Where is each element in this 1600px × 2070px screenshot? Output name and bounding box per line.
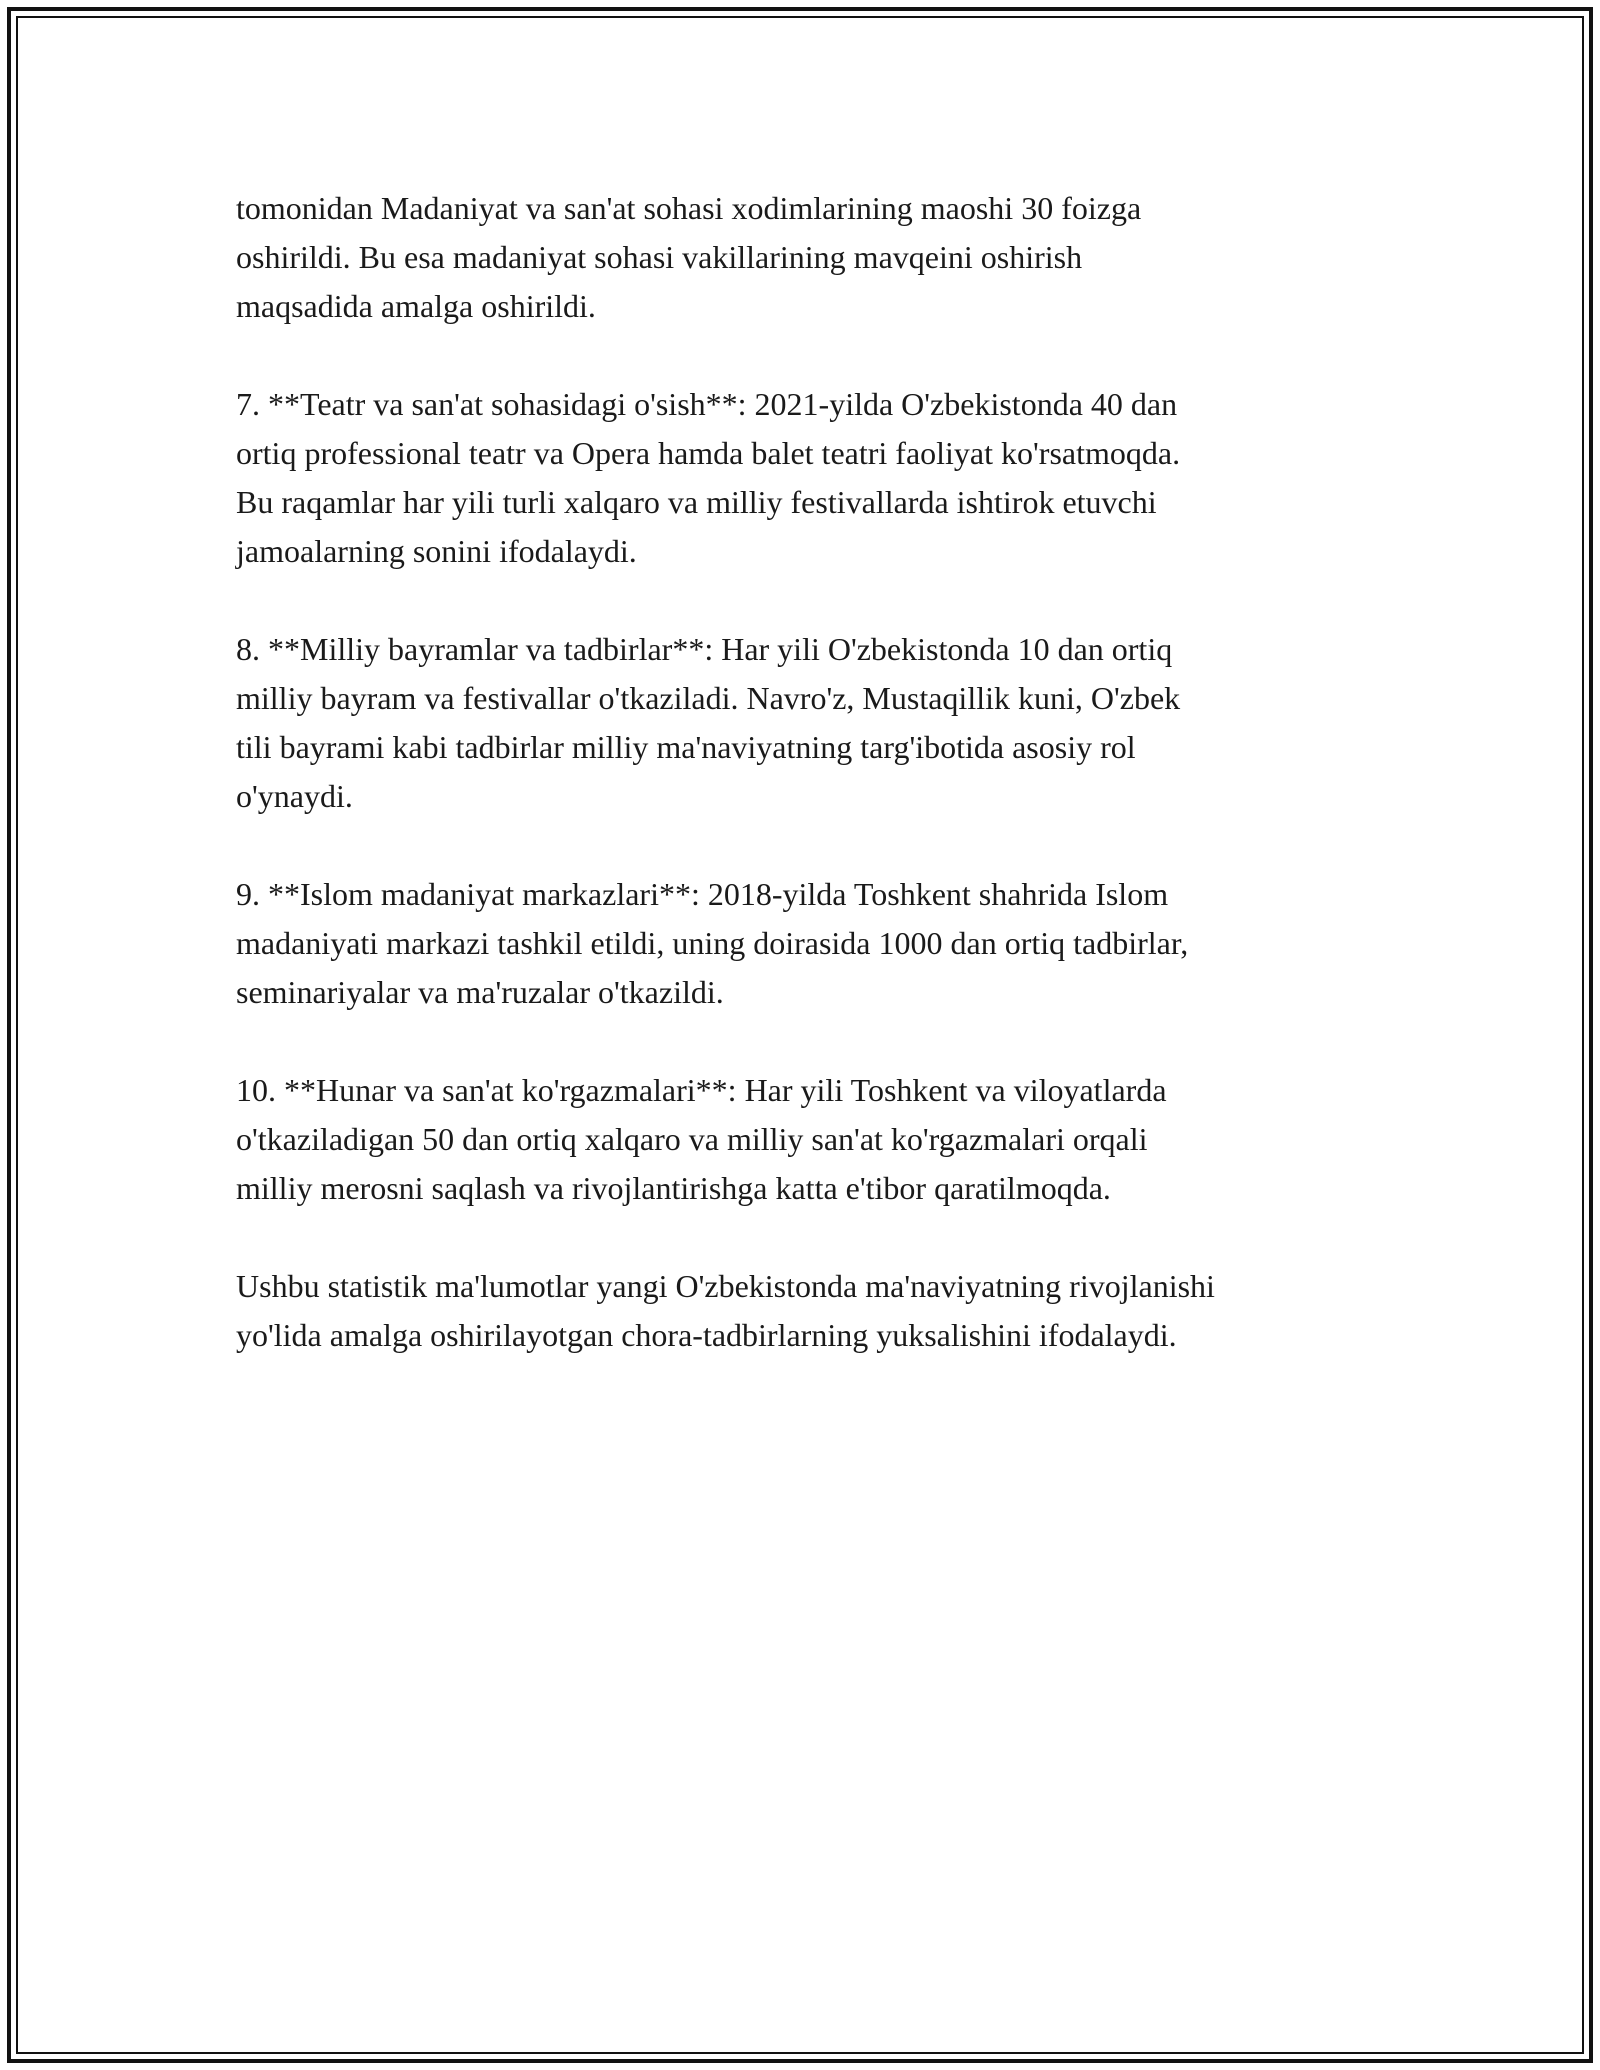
paragraph-item-8-holidays bbox=[236, 625, 1366, 821]
text-line: milliy merosni saqlash va rivojlantirishga katta e'tibor qaratilmoqda. bbox=[236, 1170, 1111, 1206]
text-line: tomonidan Madaniyat va san'at sohasi xodimlarining maoshi 30 foizga bbox=[236, 190, 1142, 226]
paragraph-item-9-islamic-centers bbox=[236, 870, 1366, 1017]
text-line: seminariyalar va ma'ruzalar o'tkazildi. bbox=[236, 974, 724, 1010]
text-line: 7. **Teatr va san'at sohasidagi o'sish**: 2021-yilda O'zbekistonda 40 dan bbox=[236, 386, 1178, 422]
document-body bbox=[236, 184, 1366, 1409]
text-line: 9. **Islom madaniyat markazlari**: 2018-yilda Toshkent shahrida Islom bbox=[236, 876, 1169, 912]
text-line: madaniyati markazi tashkil etildi, uning doirasida 1000 dan ortiq tadbirlar, bbox=[236, 925, 1189, 961]
text-line: o'ynaydi. bbox=[236, 778, 353, 814]
text-line: jamoalarning sonini ifodalaydi. bbox=[236, 533, 637, 569]
paragraph-item-7-theatre bbox=[236, 380, 1366, 576]
text-line: oshirildi. Bu esa madaniyat sohasi vakillarining mavqeini oshirish bbox=[236, 239, 1083, 275]
paragraph-conclusion bbox=[236, 1262, 1366, 1360]
text-line: milliy bayram va festivallar o'tkaziladi. Navro'z, Mustaqillik kuni, O'zbek bbox=[236, 680, 1181, 716]
paragraph-salary-increase bbox=[236, 184, 1366, 331]
paragraph-item-10-exhibitions bbox=[236, 1066, 1366, 1213]
text-line: maqsadida amalga oshirildi. bbox=[236, 288, 596, 324]
text-line: ortiq professional teatr va Opera hamda balet teatri faoliyat ko'rsatmoqda. bbox=[236, 435, 1181, 471]
text-line: o'tkaziladigan 50 dan ortiq xalqaro va milliy san'at ko'rgazmalari orqali bbox=[236, 1121, 1148, 1157]
text-line: Ushbu statistik ma'lumotlar yangi O'zbekistonda ma'naviyatning rivojlanishi bbox=[236, 1268, 1215, 1304]
text-line: 10. **Hunar va san'at ko'rgazmalari**: Har yili Toshkent va viloyatlarda bbox=[236, 1072, 1167, 1108]
text-line: Bu raqamlar har yili turli xalqaro va milliy festivallarda ishtirok etuvchi bbox=[236, 484, 1157, 520]
text-line: yo'lida amalga oshirilayotgan chora-tadbirlarning yuksalishini ifodalaydi. bbox=[236, 1317, 1177, 1353]
text-line: 8. **Milliy bayramlar va tadbirlar**: Har yili O'zbekistonda 10 dan ortiq bbox=[236, 631, 1173, 667]
text-line: tili bayrami kabi tadbirlar milliy ma'naviyatning targ'ibotida asosiy rol bbox=[236, 729, 1136, 765]
